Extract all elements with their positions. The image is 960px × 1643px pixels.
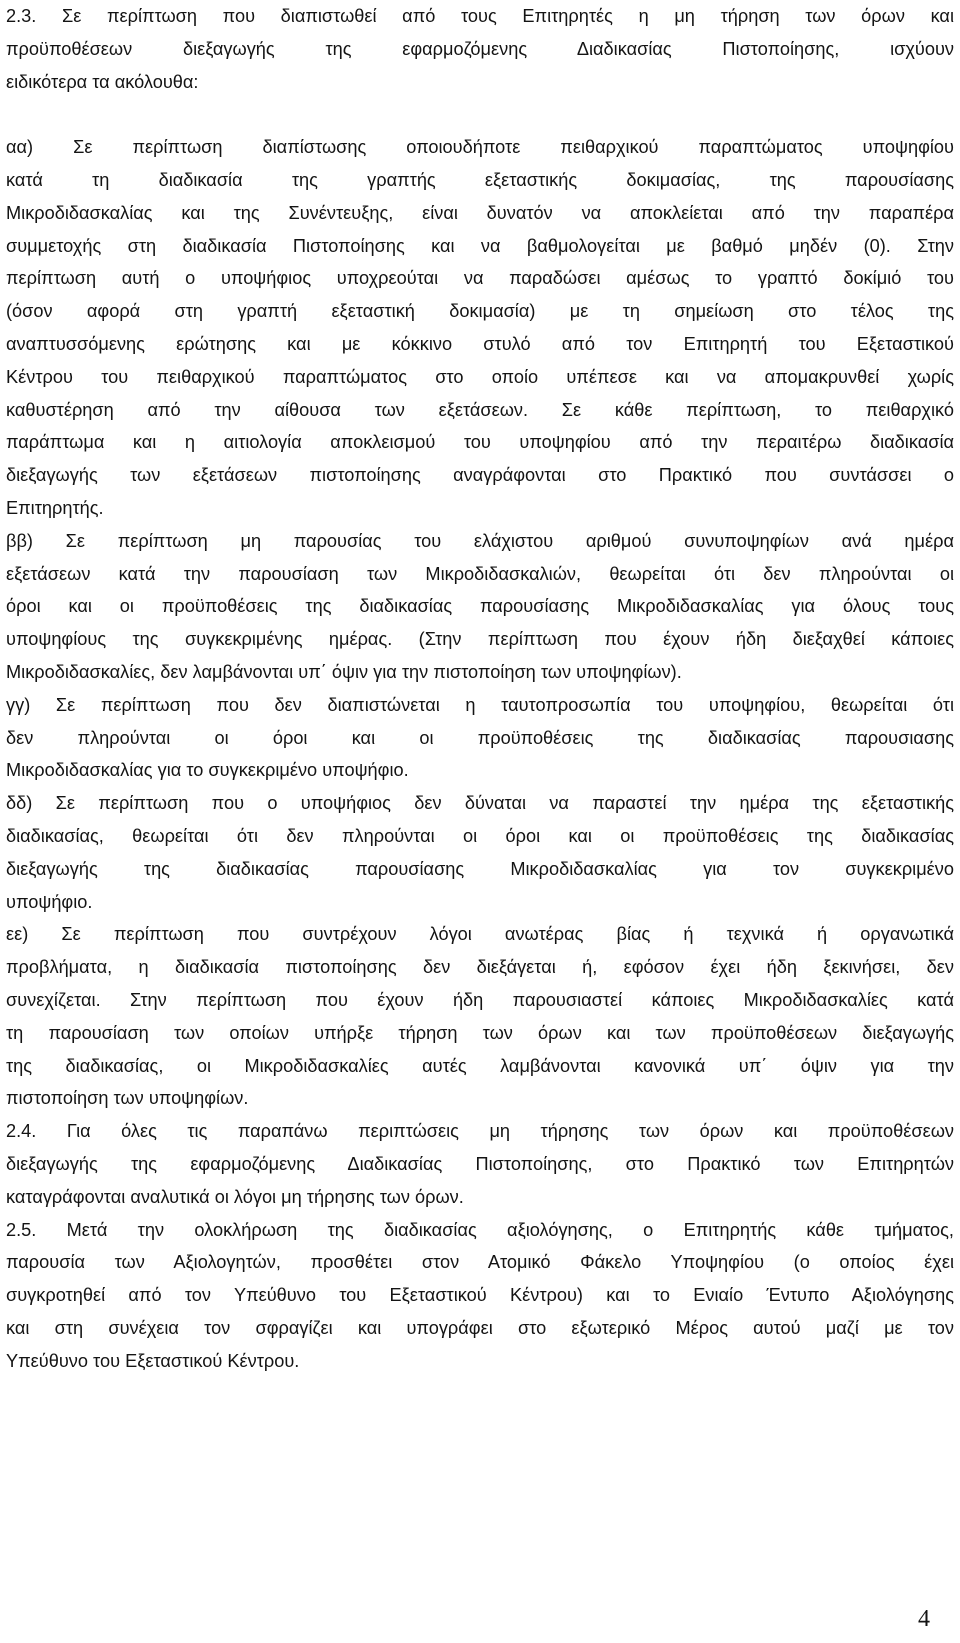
text-line: ειδικότερα τα ακόλουθα: [6,71,199,92]
text-line: συγκροτηθεί από τον Υπεύθυνο του Εξεταστικού Κέντρου) και το Ενιαίο Έντυπο Αξιολόγησης [6,1285,954,1306]
text-line: περίπτωση αυτή ο υποψήφιος υποχρεούται να παραδώσει αμέσως το γραπτό δοκίμιό του [6,268,954,289]
text-line: παράπτωμα και η αιτιολογία αποκλεισμού του υποψηφίου από την περαιτέρω διαδικασία [6,432,954,453]
text-line: Μικροδιδασκαλίες, δεν λαμβάνονται υπ΄ όψιν για την πιστοποίηση των υποψηφίων). [6,662,682,682]
text-line: όροι και οι προϋποθέσεις της διαδικασίας παρουσίασης Μικροδιδασκαλίας για όλους τους [6,596,954,617]
text-line: Επιτηρητής. [6,498,104,518]
text-line: υποψηφίους της συγκεκριμένης ημέρας. (Στην περίπτωση που έχουν ήδη διεξαχθεί κάποιες [6,629,954,650]
text-line: της διαδικασίας, οι Μικροδιδασκαλίες αυτές λαμβάνονται κανονικά υπ΄ όψιν για την [6,1055,954,1076]
text-line: εε) Σε περίπτωση που συντρέχουν λόγοι ανωτέρας βίας ή τεχνικά ή οργανωτικά [6,924,954,945]
text-line: προϋποθέσεων διεξαγωγής της εφαρμοζόμενης Διαδικασίας Πιστοποίησης, ισχύουν [6,38,954,59]
text-line: (όσον αφορά στη γραπτή εξεταστική δοκιμασία) με τη σημείωση στο τέλος της [6,301,954,322]
text-line: αναπτυσσόμενης ερώτησης και με κόκκινο στυλό από τον Επιτηρητή του Εξεταστικού [6,334,954,354]
text-line: διεξαγωγής της διαδικασίας παρουσίασης Μικροδιδασκαλίας για τον συγκεκριμένο [6,858,954,879]
text-line: Κέντρου του πειθαρχικού παραπτώματος στο οποίο υπέπεσε και να απομακρυνθεί χωρίς [6,366,954,387]
text-line: 2.3. Σε περίπτωση που διαπιστωθεί από τους Επιτηρητές η μη τήρηση των όρων και [6,6,954,26]
text-line: προβλήματα, η διαδικασία πιστοποίησης δεν διεξάγεται ή, εφόσον έχει ήδη ξεκινήσει, δεν [6,957,954,978]
text-line: 2.5. Μετά την ολοκλήρωση της διαδικασίας αξιολόγησης, ο Επιτηρητής κάθε τμήματος, [6,1219,954,1240]
text-line: 2.4. Για όλες τις παραπάνω περιπτώσεις μη τήρησης των όρων και προϋποθέσεων [6,1121,954,1142]
text-line: καθυστέρηση από την αίθουσα των εξετάσεων. Σε κάθε περίπτωση, το πειθαρχικό [6,399,954,420]
text-line: συμμετοχής στη διαδικασία Πιστοποίησης και να βαθμολογείται με βαθμό μηδέν (0). Στην [6,235,954,256]
text-line: και στη συνέχεια τον σφραγίζει και υπογράφει στο εξωτερικό Μέρος αυτού μαζί με τον [6,1318,954,1338]
text-line: κατά τη διαδικασία της γραπτής εξεταστικής δοκιμασίας, της παρουσίασης [6,170,954,190]
text-line: ββ) Σε περίπτωση μη παρουσίας του ελάχιστου αριθμού συνυποψηφίων ανά ημέρα [6,530,954,551]
page-number: 4 [918,1606,930,1632]
text-line: αα) Σε περίπτωση διαπίστωσης οποιουδήποτε πειθαρχικού παραπτώματος υποψηφίου [6,137,954,158]
text-line: γγ) Σε περίπτωση που δεν διαπιστώνεται η ταυτοπροσωπία του υποψηφίου, θεωρείται ότι [6,694,954,715]
text-line: Μικροδιδασκαλίας και της Συνέντευξης, είναι δυνατόν να αποκλείεται από την παραπέρα [6,202,954,223]
text-line: τη παρουσίαση των οποίων υπήρξε τήρηση των όρων και των προϋποθέσεων διεξαγωγής [6,1022,954,1043]
text-line: διαδικασίας, θεωρείται ότι δεν πληρούνται οι όροι και οι προϋποθέσεις της διαδικασίας [6,826,954,846]
text-line [6,98,954,130]
text-line: συνεχίζεται. Στην περίπτωση που έχουν ήδη παρουσιαστεί κάποιες Μικροδιδασκαλίες κατά [6,990,954,1010]
text-line: παρουσία των Αξιολογητών, προσθέτει στον Ατομικό Φάκελο Υποψηφίου (ο οποίος έχει [6,1252,954,1273]
text-line: δεν πληρούνται οι όροι και οι προϋποθέσεις της διαδικασίας παρουσιασης [6,727,954,748]
text-line: καταγράφονται αναλυτικά οι λόγοι μη τήρησης των όρων. [6,1186,464,1207]
text-line: διεξαγωγής των εξετάσεων πιστοποίησης αναγράφονται στο Πρακτικό που συντάσσει ο [6,465,954,486]
text-line: πιστοποίηση των υποψηφίων. [6,1088,249,1109]
text-line: δδ) Σε περίπτωση που ο υποψήφιος δεν δύναται να παραστεί την ημέρα της εξεταστικής [6,793,954,814]
text-line: διεξαγωγής της εφαρμοζόμενης Διαδικασίας Πιστοποίησης, στο Πρακτικό των Επιτηρητών [6,1154,954,1174]
text-line: Μικροδιδασκαλίας για το συγκεκριμένο υποψήφιο. [6,760,409,781]
text-line: υποψήφιο. [6,891,93,912]
text-line: Υπεύθυνο του Εξεταστικού Κέντρου. [6,1350,300,1371]
text-line: εξετάσεων κατά την παρουσίαση των Μικροδιδασκαλιών, θεωρείται ότι δεν πληρούνται οι [6,563,954,584]
